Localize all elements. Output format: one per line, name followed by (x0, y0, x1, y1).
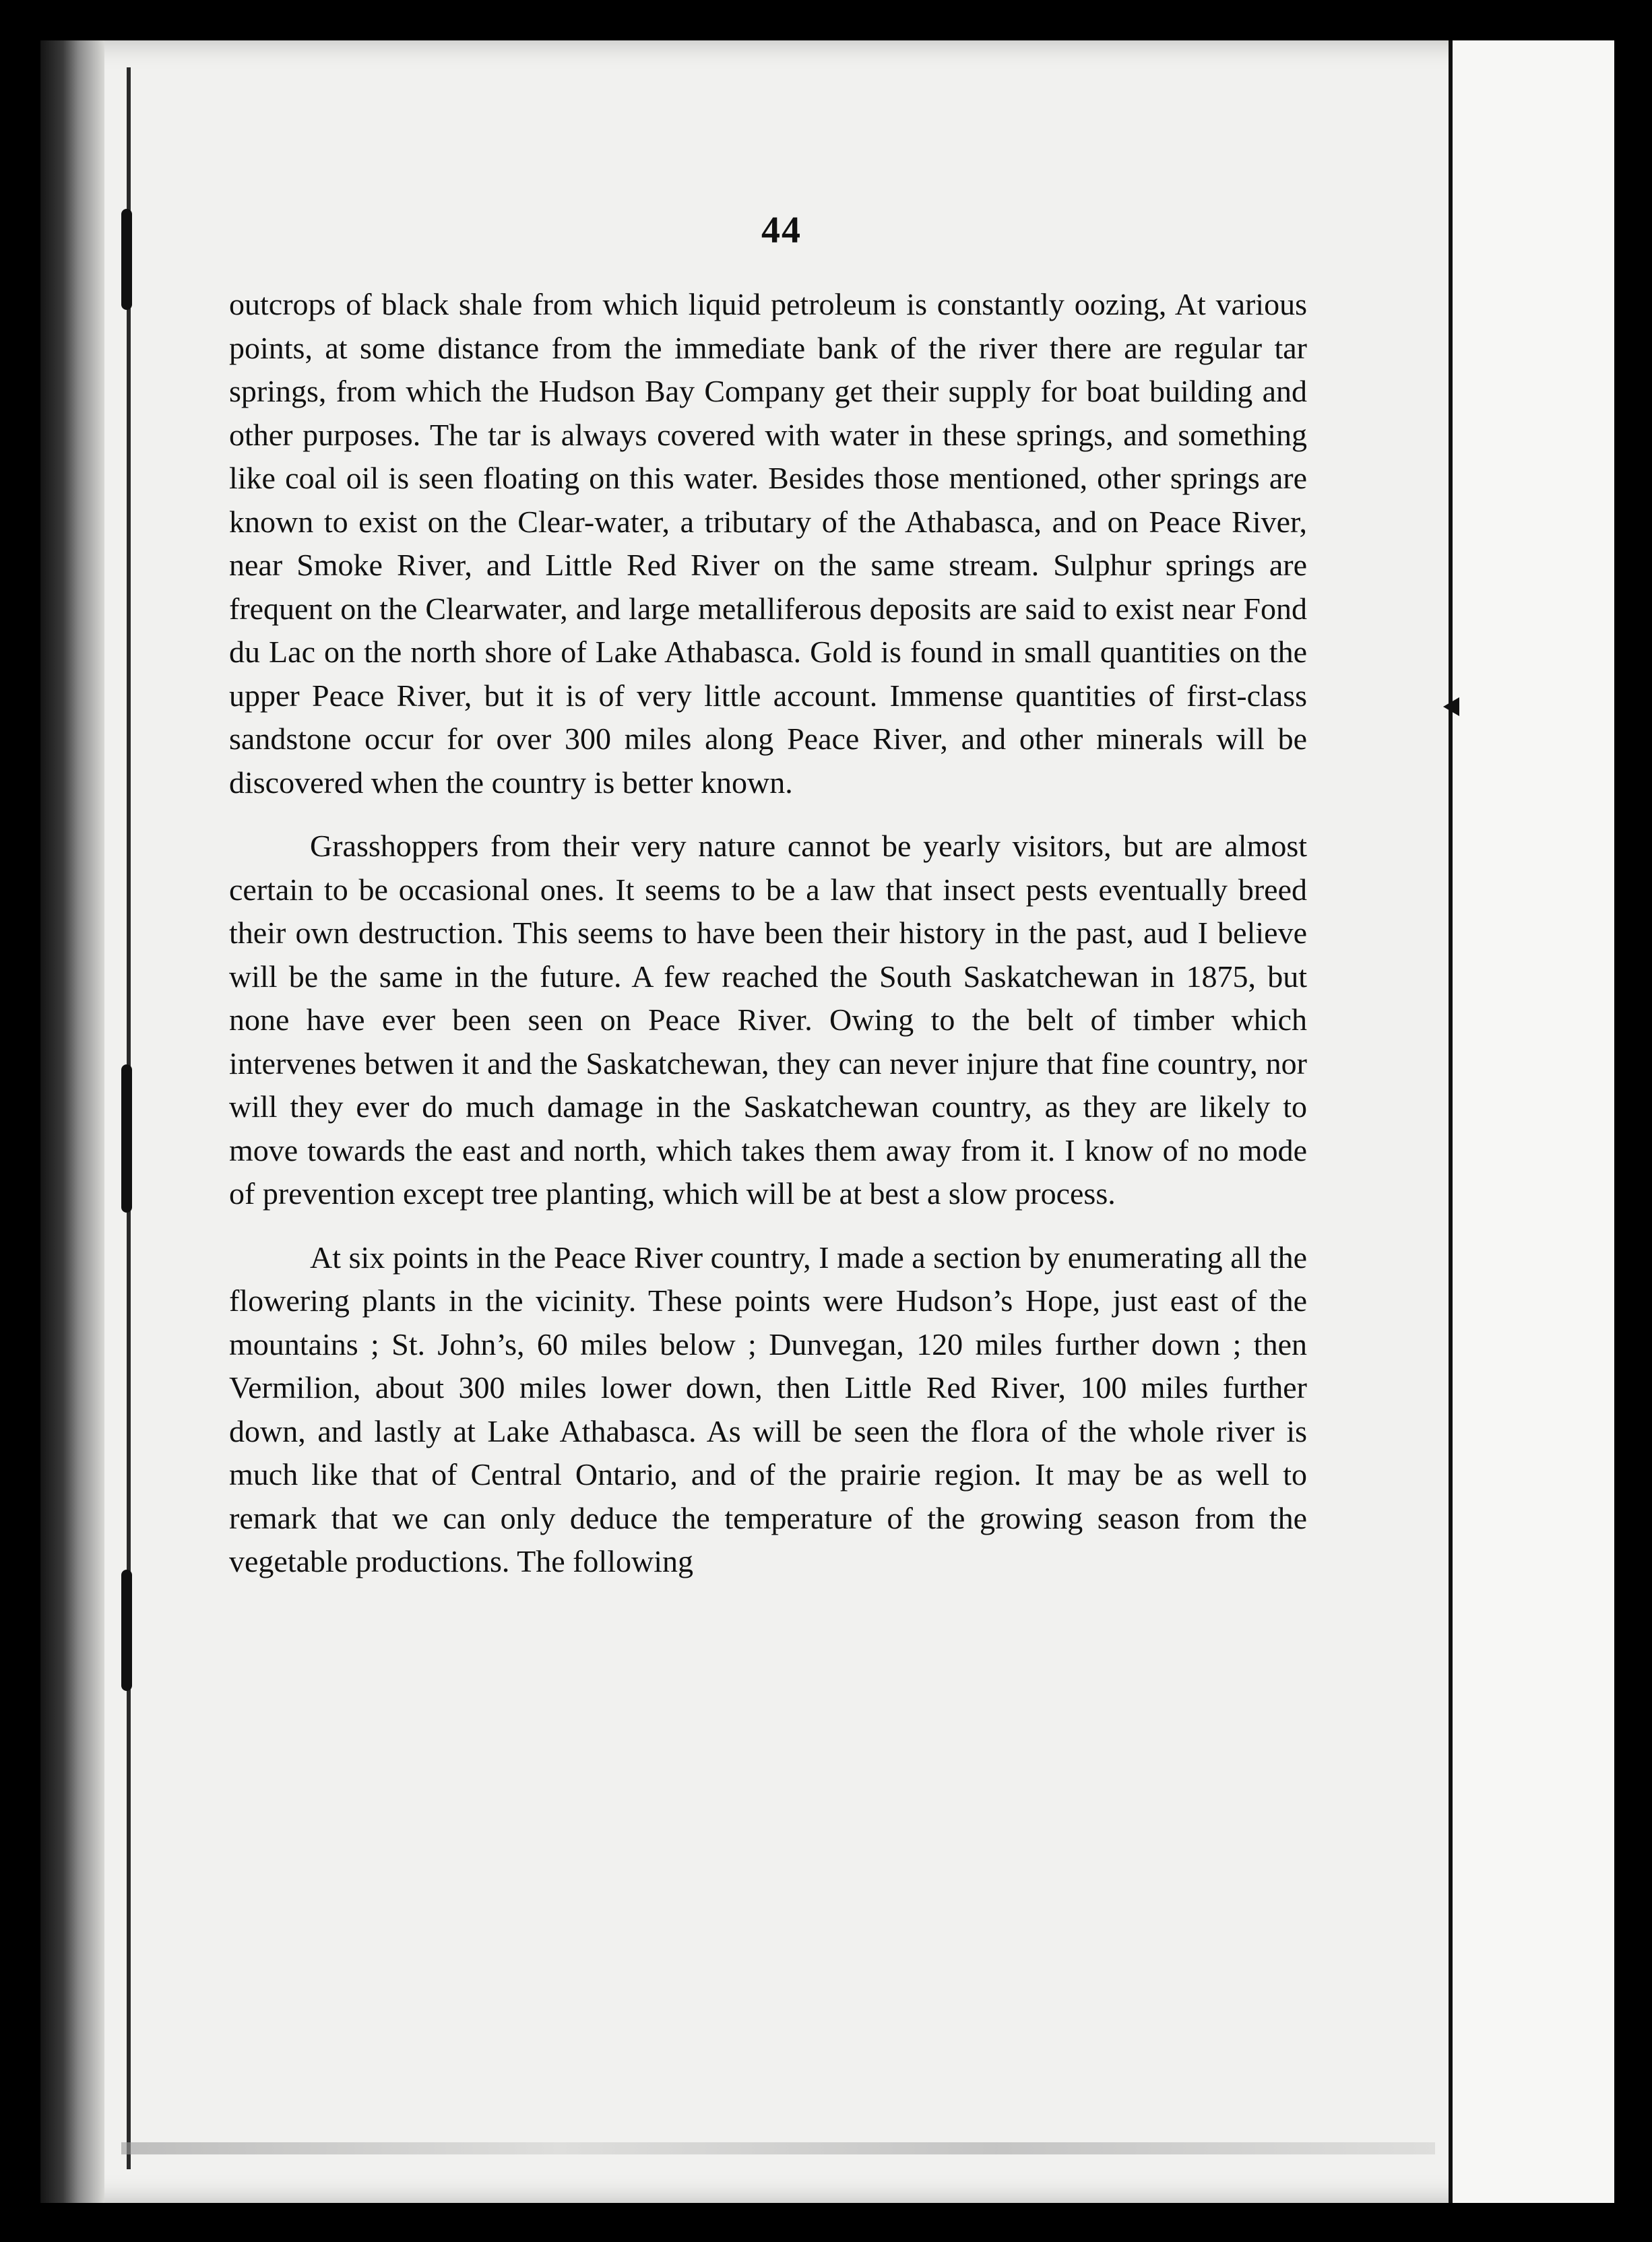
scanned-page (40, 40, 1610, 2203)
spine-mark-lower (121, 1570, 132, 1691)
bottom-scan-artifact (121, 2142, 1435, 2154)
book-binding-shadow (40, 40, 104, 2203)
body-text (229, 283, 1307, 1601)
page-edge-arrow-icon (1443, 697, 1459, 716)
paragraph-2: Grasshoppers from their very nature cannot be yearly visitors, but are almost certain to be occasional ones. It seems to be a law that insect pests eventually breed their own destruction. This seems to have been their history in the past, aud I believe will be the same in the future. A few reached the South Saskatchewan in 1875, but none have ever been seen on Peace River. Owing to the belt of timber which intervenes betwen it and the Saskatchewan, they can never injure that fine country, nor will they ever do much damage in the Saskatchewan country, as they are likely to move towards the east and north, which takes them away from it. I know of no mode of prevention except tree planting, which will be at best a slow process. (229, 829, 1307, 1211)
adjacent-page-edge (1449, 40, 1614, 2203)
page-number: 44 (761, 210, 802, 251)
spine-mark-top (121, 209, 132, 310)
paragraph-1: outcrops of black shale from which liquid petroleum is constantly oozing, At various points, at some distance from the immediate bank of the river there are regular tar springs, from which the Hudson Bay Company get their supply for boat building and other purposes. The tar is always covered with water in these springs, and something like coal oil is seen floating on this water. Besides those mentioned, other springs are known to exist on the Clear-water, a tributary of the Athabasca, and on Peace River, near Smoke River, and Little Red River on the same stream. Sulphur springs are frequent on the Clearwater, and large metalliferous deposits are said to exist near Fond du Lac on the north shore of Lake Athabasca. Gold is found in small quantities on the upper Peace River, but it is of very little account. Immense quantities of first-class sandstone occur for over 300 miles along Peace River, and other minerals will be discovered when the country is better known. (229, 287, 1307, 800)
spine-mark-middle (121, 1064, 132, 1213)
paragraph-3: At six points in the Peace River country, I made a section by enumerating all the flowering plants in the vicinity. These points were Hudson’s Hope, just east of the mountains ; St. John’s, 60 miles below ; Dunvegan, 120 miles further down ; then Vermilion, about 300 miles lower down, then Little Red River, 100 miles further down, and lastly at Lake Athabasca. As will be seen the flora of the whole river is much like that of Central Ontario, and of the prairie region. It may be as well to remark that we can only deduce the temperature of the growing season from the vegetable productions. The following (229, 1240, 1307, 1578)
